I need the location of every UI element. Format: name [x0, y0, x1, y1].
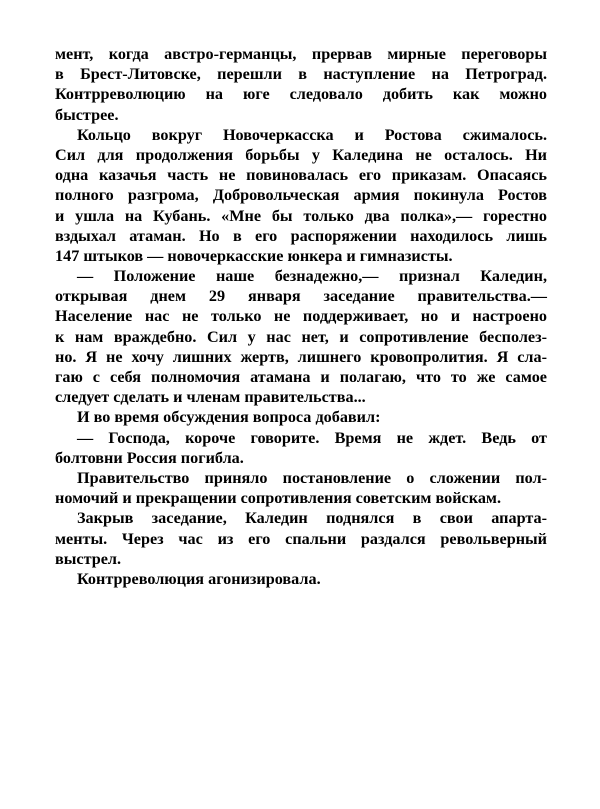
- paragraph-first-line: И во время обсуждения вопроса добавил:: [77, 408, 381, 427]
- text-line: Контрреволюцию на юге следовало добить как можно: [55, 85, 547, 104]
- page-text: [55, 44, 547, 589]
- paragraph-first-line: — Положение наше безнадежно,— признал Каледин,: [77, 267, 547, 286]
- paragraph-first-line: Правительство приняло постановление о сложении пол-: [77, 468, 547, 487]
- text-line: номочий и прекращении сопротивления советским войскам.: [55, 489, 501, 508]
- paragraph-first-line: — Господа, короче говорите. Время не ждет. Ведь от: [77, 428, 547, 447]
- text-line: одна казачья часть не повиновалась его приказам. Опасаясь: [55, 166, 547, 185]
- text-line: следует сделать и членам правительства...: [55, 388, 366, 407]
- text-line: и ушла на Кубань. «Мне бы только два полка»,— горестно: [55, 206, 547, 225]
- paragraph-first-line: Закрыв заседание, Каледин поднялся в свои апарта-: [77, 509, 547, 528]
- text-line: полного разгрома, Добровольческая армия покинула Ростов: [55, 186, 547, 205]
- paragraph-first-line: Контрреволюция агонизировала.: [77, 569, 321, 588]
- text-line: мент, когда австро-германцы, прервав мирные переговоры: [55, 45, 547, 63]
- text-line: гаю с себя полномочия атамана и полагаю, что то же самое: [55, 368, 547, 386]
- text-line: Сил для продолжения борьбы у Каледина не осталось. Ни: [55, 145, 547, 164]
- text-line: открывая днем 29 января заседание правительства.—: [55, 287, 547, 306]
- text-line: быстрее.: [55, 105, 119, 124]
- text-line: Население нас не только не поддерживает, но и настроено: [55, 307, 547, 326]
- text-line: болтовни Россия погибла.: [55, 448, 244, 467]
- text-line: к нам враждебно. Сил у нас нет, и сопротивление бесполез-: [55, 327, 547, 346]
- text-line: менты. Через час из его спальни раздался револьверный: [55, 529, 547, 548]
- text-line: вздыхал атаман. Но в его распоряжении находилось лишь: [55, 226, 547, 245]
- paragraph-first-line: Кольцо вокруг Новочеркасска и Ростова сжималось.: [77, 125, 547, 144]
- text-line: но. Я не хочу лишних жертв, лишнего кровопролития. Я сла-: [55, 347, 547, 366]
- text-line: в Брест-Литовске, перешли в наступление на Петроград.: [55, 65, 547, 84]
- text-line: 147 штыков — новочеркасские юнкера и гимназисты.: [55, 246, 453, 265]
- text-line: выстрел.: [55, 549, 122, 568]
